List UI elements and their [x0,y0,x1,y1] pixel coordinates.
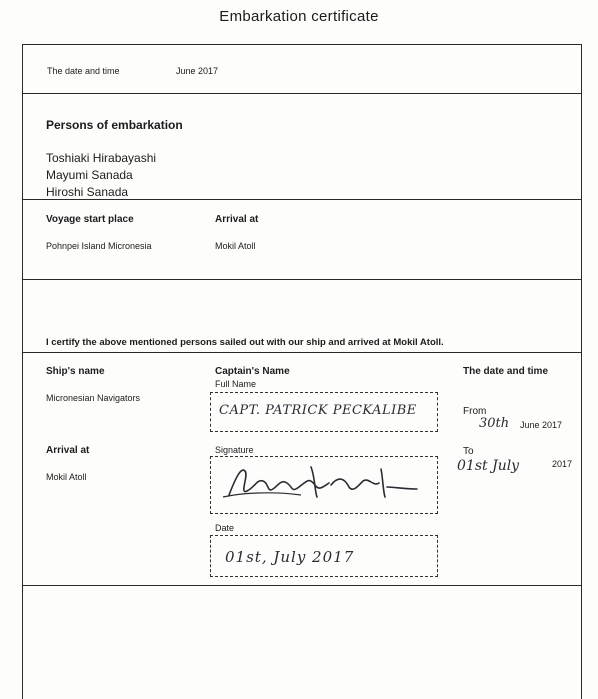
signature-image [211,457,439,515]
date-label-captain: Date [215,523,235,533]
persons-heading: Persons of embarkation [46,118,183,132]
arrival-label-2: Arrival at [46,445,90,456]
divider [22,93,582,94]
full-name-label: Full Name [215,379,257,389]
from-day: 30th [479,416,510,431]
full-name-box [210,392,438,432]
signature-box [210,456,438,514]
arrival-value: Mokil Atoll [215,241,256,251]
arrival-label: Arrival at [215,214,259,225]
voyage-start-label: Voyage start place [46,214,134,225]
to-day: 01st July [457,458,520,474]
arrival-value-2: Mokil Atoll [46,472,87,482]
signature-label: Signature [215,445,254,455]
datetime-label: The date and time [463,366,549,377]
person-name: Toshiaki Hirabayashi [46,151,157,165]
to-year: 2017 [552,459,573,469]
ship-name-value: Micronesian Navigators [46,393,141,403]
person-name: Hiroshi Sanada [46,185,129,199]
date-value-captain: 01st, July 2017 [225,548,355,566]
date-box [210,535,438,577]
divider [22,279,582,280]
persons-list [46,150,156,201]
divider [22,585,582,586]
date-label: The date and time [47,66,120,76]
voyage-start-value: Pohnpei Island Micronesia [46,241,152,251]
date-value: June 2017 [176,66,219,76]
divider [22,352,582,353]
captain-name-label: Captain's Name [215,366,290,377]
full-name-value: CAPT. PATRICK PECKALIBE [219,403,417,418]
person-name: Mayumi Sanada [46,168,133,182]
from-label: From [463,406,487,417]
to-label: To [463,446,474,457]
from-month-year: June 2017 [520,420,563,430]
ship-name-label: Ship's name [46,366,105,377]
certify-statement: I certify the above mentioned persons sailed out with our ship and arrived at Mokil Atoll. [46,337,444,348]
document-title: Embarkation certificate [219,8,379,25]
